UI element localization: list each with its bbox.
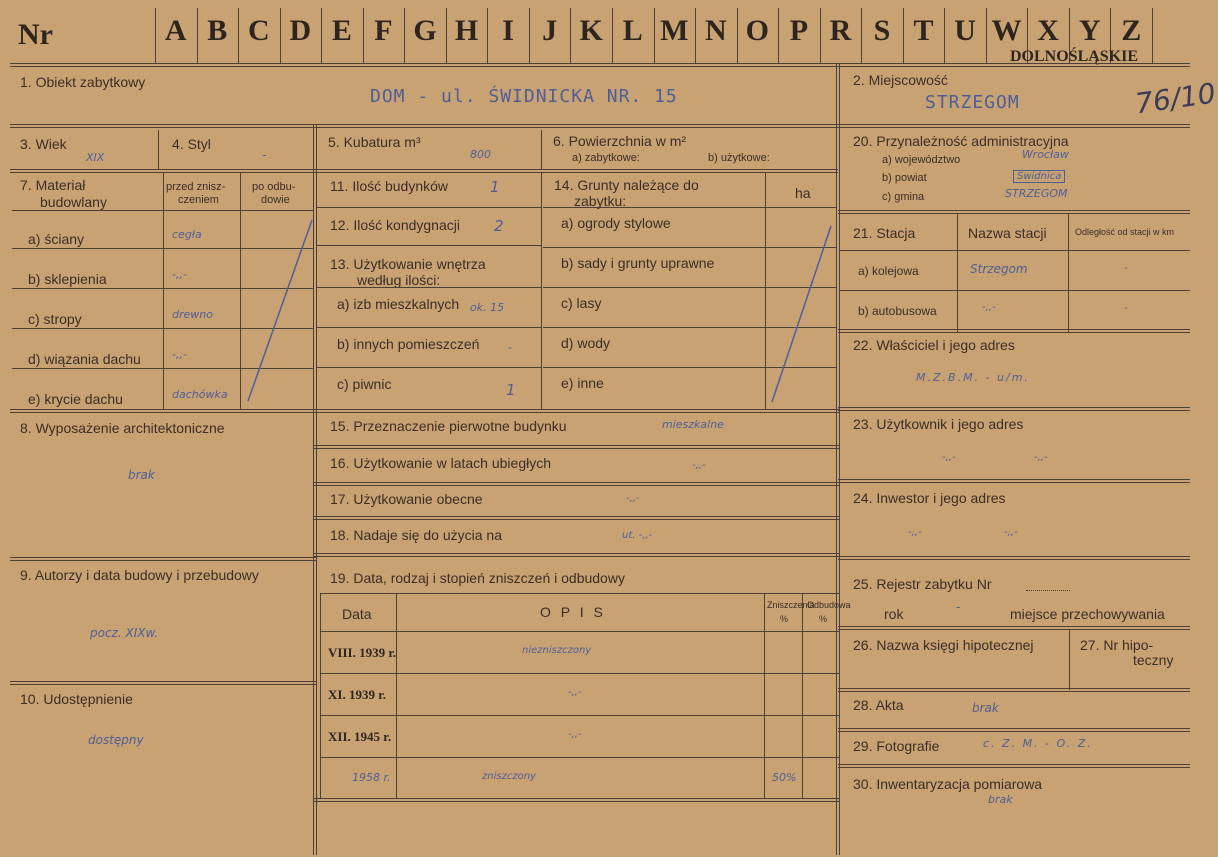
col-station-name-label: Nazwa stacji — [968, 225, 1047, 241]
field-5-label: 5. Kubatura m³ — [328, 134, 421, 150]
field-12-value: 2 — [494, 217, 504, 235]
interior-row-label: c) piwnic — [337, 376, 392, 392]
damage-row-desc: niezniszczony — [522, 645, 592, 656]
index-letter: L — [622, 14, 643, 47]
field-30-label: 30. Inwentaryzacja pomiarowa — [853, 776, 1043, 792]
divider — [316, 367, 542, 368]
index-letter: E — [331, 14, 352, 47]
field-15-label: 15. Przeznaczenie pierwotne budynku — [330, 418, 567, 434]
material-row-label: a) ściany — [28, 231, 85, 247]
field-17-value: -,,- — [626, 493, 640, 504]
station-row-label: a) kolejowa — [858, 264, 919, 278]
damage-row-desc: zniszczony — [482, 771, 536, 782]
interior-row-value: 1 — [506, 381, 516, 399]
divider — [840, 250, 1190, 251]
damage-row-percent: 50% — [772, 771, 797, 784]
field-26-label: 26. Nazwa księgi hipotecznej — [853, 637, 1034, 653]
interior-row-label: a) izb mieszkalnych — [337, 296, 460, 312]
field-24-value-2: -,,- — [1004, 527, 1018, 538]
divider — [240, 172, 241, 410]
divider — [1068, 214, 1069, 332]
field-14-label-2: zabytku: — [574, 193, 627, 209]
damage-row-desc: -,,- — [568, 729, 582, 740]
field-4-value: - — [262, 148, 267, 162]
divider — [10, 409, 316, 413]
divider — [840, 290, 1190, 291]
divider — [320, 593, 321, 799]
land-row-label: b) sady i grunty uprawne — [561, 255, 715, 271]
field-20b-label: b) powiat — [882, 172, 927, 184]
divider — [838, 688, 1190, 692]
field-9-value: pocz. XIXw. — [90, 626, 159, 640]
field-22-label: 22. Właściciel i jego adres — [853, 337, 1015, 353]
field-18-label: 18. Nadaje się do użycia na — [330, 527, 502, 543]
field-14-unit: ha — [795, 185, 811, 201]
divider — [10, 63, 1190, 67]
field-10-value: dostępny — [88, 733, 144, 747]
field-30-value: brak — [988, 793, 1013, 806]
strike-line — [244, 215, 314, 405]
field-12-label: 12. Ilość kondygnacji — [330, 217, 460, 233]
land-row-label: c) lasy — [561, 295, 602, 311]
station-row-name: -,,- — [982, 302, 996, 313]
divider — [313, 516, 840, 520]
field-16-label: 16. Użytkowanie w latach ubiegłych — [330, 455, 552, 471]
strike-line — [768, 222, 836, 407]
index-letter: B — [207, 14, 228, 47]
field-2-value: STRZEGOM — [925, 92, 1020, 113]
divider — [313, 409, 840, 413]
field-9-label: 9. Autorzy i data budowy i przebudowy — [20, 567, 259, 583]
material-row-value: cegła — [172, 228, 202, 241]
col-after-label-2: dowie — [261, 194, 290, 206]
index-letter: P — [789, 14, 809, 47]
field-4-label: 4. Styl — [172, 136, 211, 152]
field-5-value: 800 — [470, 148, 491, 161]
field-16-value: -,,- — [692, 460, 706, 471]
field-7-label: 7. Materiał — [20, 177, 86, 193]
field-29-value: c. Z. M. - O. Z. — [983, 737, 1093, 750]
col-rebuild-unit: % — [819, 614, 828, 624]
field-3-value: XIX — [86, 151, 105, 164]
field-21-label: 21. Stacja — [853, 225, 916, 241]
divider — [316, 245, 542, 246]
interior-row-label: b) innych pomieszczeń — [337, 336, 480, 352]
catalog-number: 76/10 — [1133, 76, 1218, 121]
field-20a-label: a) województwo — [882, 154, 961, 166]
field-28-label: 28. Akta — [853, 697, 904, 713]
field-27-label: 27. Nr hipo- — [1080, 637, 1154, 653]
field-14-label: 14. Grunty należące do — [554, 177, 699, 193]
divider — [12, 210, 314, 211]
field-11-label: 11. Ilość budynków — [330, 178, 449, 194]
index-letter: T — [913, 14, 934, 47]
field-23-value-2: -,,- — [1034, 452, 1048, 463]
divider — [957, 214, 958, 332]
col-before-label-2: czeniem — [178, 194, 219, 206]
field-23-label: 23. Użytkownik i jego adres — [853, 416, 1024, 432]
field-20-label: 20. Przynależność administracyjna — [853, 133, 1069, 149]
divider — [838, 329, 1190, 333]
divider — [838, 407, 1190, 411]
field-28-value: brak — [972, 701, 999, 715]
divider — [541, 172, 542, 410]
divider — [10, 169, 838, 173]
divider — [838, 764, 1190, 768]
divider — [313, 553, 840, 557]
damage-row-desc: -,,- — [568, 687, 582, 698]
divider — [543, 207, 837, 208]
field-10-label: 10. Udostępnienie — [20, 691, 133, 707]
interior-row-value: - — [508, 341, 512, 354]
index-letter: K — [579, 14, 603, 47]
damage-row-date: XI. 1939 r. — [328, 687, 387, 702]
index-letter: O — [745, 14, 770, 47]
divider — [838, 626, 1190, 630]
field-18-value: ut. -,,- — [622, 530, 653, 541]
damage-row-date: XII. 1945 r. — [328, 729, 392, 744]
damage-row-date: VIII. 1939 r. — [328, 645, 397, 660]
field-23-value-1: -,,- — [942, 452, 956, 463]
divider — [838, 728, 1190, 732]
field-25-rok-label: rok — [884, 606, 904, 622]
index-letter: N — [704, 14, 727, 47]
field-24-label: 24. Inwestor i jego adres — [853, 490, 1006, 506]
col-damage-unit: % — [780, 614, 789, 624]
index-letter: G — [413, 14, 437, 47]
index-letter: R — [829, 14, 852, 47]
region-stamp: DOLNOŚLĄSKIE — [1010, 48, 1139, 65]
field-22-value: M.Z.B.M. - u/m. — [916, 371, 1030, 384]
field-19-label: 19. Data, rodzaj i stopień zniszczeń i odbudowy — [330, 570, 625, 586]
field-20c-label: c) gmina — [882, 191, 925, 203]
divider — [838, 210, 1190, 214]
index-letter: J — [542, 14, 558, 47]
col-distance-label: Odległość od stacji w km — [1075, 227, 1175, 237]
col-after-label: po odbu- — [252, 181, 296, 193]
land-row-label: e) inne — [561, 375, 604, 391]
index-letter: U — [954, 14, 976, 47]
field-17-label: 17. Użytkowanie obecne — [330, 491, 483, 507]
divider — [316, 207, 542, 208]
index-letter: Z — [1121, 14, 1142, 47]
field-6-label: 6. Powierzchnia w m² — [553, 133, 687, 149]
field-25-rok-value: - — [956, 600, 961, 614]
index-letter: F — [374, 14, 393, 47]
interior-row-value: ok. 15 — [470, 301, 505, 314]
field-20b-value: Świdnica — [1013, 170, 1065, 183]
index-letter: Y — [1078, 14, 1101, 47]
field-25-place-label: miejsce przechowywania — [1010, 606, 1165, 622]
col-desc-label: O P I S — [540, 604, 606, 620]
divider — [320, 593, 840, 594]
field-8-label: 8. Wyposażenie architektoniczne — [20, 420, 225, 436]
divider — [10, 124, 1190, 128]
field-20c-value: STRZEGOM — [1005, 187, 1068, 200]
field-27-label-2: teczny — [1133, 652, 1174, 668]
station-row-distance: - — [1124, 303, 1128, 314]
material-row-label: e) krycie dachu — [28, 391, 123, 407]
divider — [838, 556, 1190, 560]
field-13-label-2: według ilości: — [357, 272, 441, 288]
field-11-value: 1 — [490, 178, 500, 196]
field-7-label-2: budowlany — [40, 194, 107, 210]
col-before-label: przed znisz- — [166, 181, 226, 193]
divider — [1152, 8, 1153, 63]
station-row-label: b) autobusowa — [858, 304, 937, 318]
field-1-value: DOM - ul. ŚWIDNICKA NR. 15 — [370, 86, 678, 107]
land-row-label: d) wody — [561, 335, 611, 351]
material-row-label: d) wiązania dachu — [28, 351, 141, 367]
divider — [1069, 630, 1070, 690]
divider — [313, 482, 840, 486]
divider — [1026, 590, 1070, 591]
index-letter: W — [991, 14, 1022, 47]
divider — [541, 130, 542, 170]
station-row-name: Strzegom — [970, 262, 1028, 276]
col-date-label: Data — [342, 606, 372, 622]
field-20a-value: Wrocław — [1022, 148, 1069, 161]
index-letter: S — [873, 14, 891, 47]
index-letter: A — [164, 14, 187, 47]
divider — [764, 593, 765, 799]
field-6b-label: b) użytkowe: — [708, 152, 770, 164]
divider — [838, 479, 1190, 483]
divider — [316, 327, 542, 328]
divider — [158, 130, 159, 170]
material-row-value: dachówka — [172, 388, 228, 401]
divider — [320, 757, 840, 758]
divider — [836, 63, 840, 855]
divider — [802, 593, 803, 799]
divider — [313, 409, 317, 855]
field-2-label: 2. Miejscowość — [853, 72, 948, 88]
index-letter: X — [1037, 14, 1059, 47]
field-8-value: brak — [128, 468, 155, 482]
col-damage-label: Zniszczenia — [767, 600, 815, 610]
material-row-value: drewno — [172, 308, 213, 321]
material-row-label: b) sklepienia — [28, 271, 107, 287]
damage-row-date: 1958 r. — [352, 771, 391, 784]
index-letter: H — [454, 14, 479, 47]
material-row-value: -,,- — [172, 348, 187, 361]
field-25-label: 25. Rejestr zabytku Nr — [853, 576, 992, 592]
nr-label: Nr — [18, 18, 53, 51]
divider — [163, 172, 164, 410]
index-letter: M — [660, 14, 689, 47]
material-row-label: c) stropy — [28, 311, 82, 327]
field-29-label: 29. Fotografie — [853, 738, 940, 754]
field-1-label: 1. Obiekt zabytkowy — [20, 74, 146, 90]
divider — [313, 798, 840, 802]
divider — [320, 673, 840, 674]
field-15-value: mieszkalne — [662, 418, 724, 431]
material-row-value: -,,- — [172, 268, 187, 281]
divider — [313, 445, 840, 449]
divider — [320, 631, 840, 632]
field-13-label: 13. Użytkowanie wnętrza — [330, 256, 486, 272]
divider — [396, 593, 397, 799]
divider — [10, 557, 316, 561]
land-row-label: a) ogrody stylowe — [561, 215, 671, 231]
station-row-distance: - — [1124, 263, 1128, 274]
index-letter: D — [289, 14, 312, 47]
index-letter: C — [248, 14, 270, 47]
field-3-label: 3. Wiek — [20, 136, 67, 152]
col-rebuild-label: Odbudowa — [807, 600, 851, 610]
divider — [316, 287, 542, 288]
index-letter: I — [502, 14, 514, 47]
divider — [320, 715, 840, 716]
field-6a-label: a) zabytkowe: — [572, 152, 640, 164]
field-24-value-1: -,,- — [908, 527, 922, 538]
divider — [10, 681, 316, 685]
